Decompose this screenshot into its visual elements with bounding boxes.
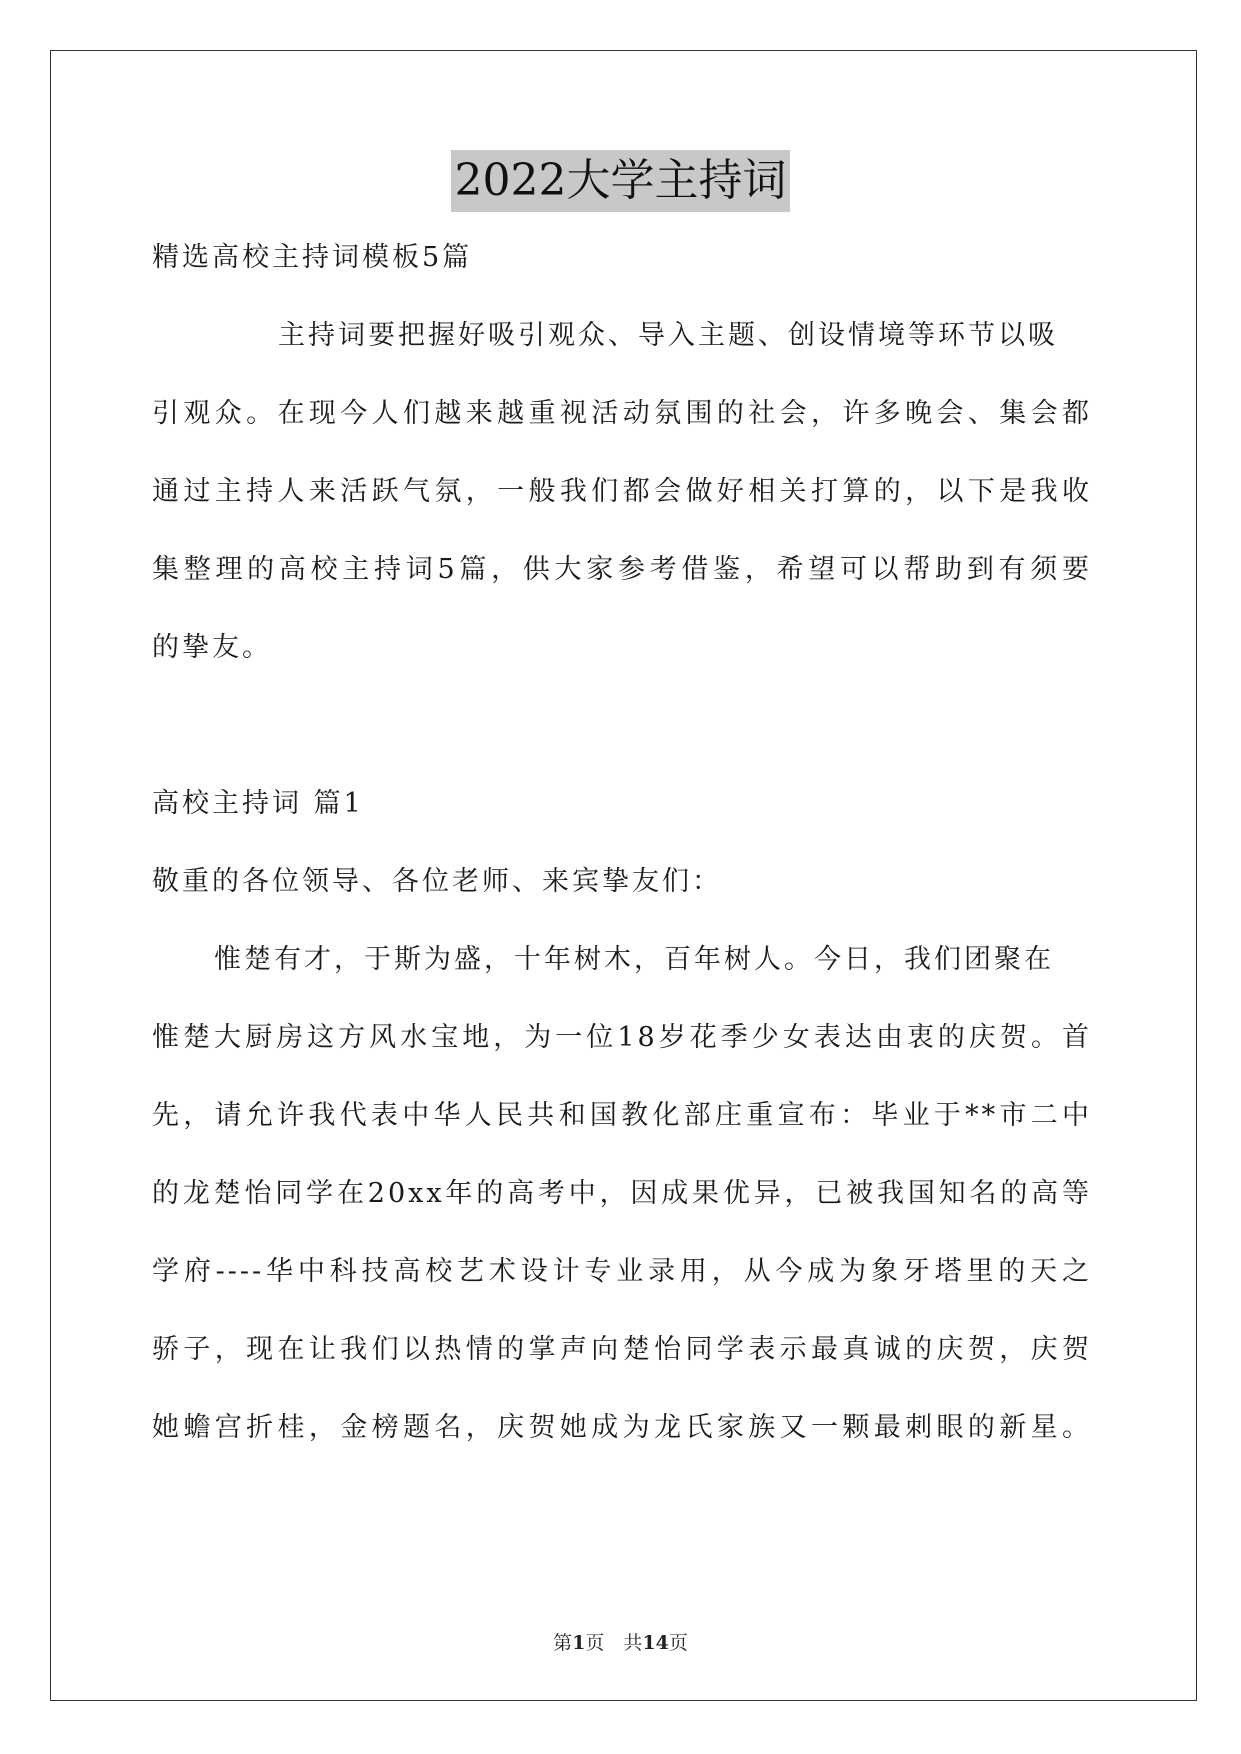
page-footer [0,1628,1241,1655]
footer-page-mid: 页 共 [585,1632,643,1654]
text-line: 骄子，现在让我们以热情的掌声向楚怡同学表示最真诚的庆贺，庆贺 [152,1334,1092,1365]
text-line: 的挚友。 [152,632,272,663]
footer-page-prefix: 第 [553,1632,573,1654]
document-body [152,238,1092,1486]
text-line: 高校主持词 篇1 [152,788,364,819]
text-line: 惟楚大厨房这方风水宝地，为一位18岁花季少女表达由衷的庆贺。首 [152,1022,1092,1053]
text-line: 学府----华中科技高校艺术设计专业录用，从今成为象牙塔里的天之 [152,1256,1092,1287]
text-line: 先，请允许我代表中华人民共和国教化部庄重宣布：毕业于**市二中 [152,1100,1092,1131]
footer-page-current: 1 [572,1632,586,1654]
footer-page-total: 14 [642,1632,669,1654]
text-line: 主持词要把握好吸引观众、导入主题、创设情境等环节以吸 [278,320,1058,351]
text-line: 的龙楚怡同学在20xx年的高考中，因成果优异，已被我国知名的高等 [152,1178,1092,1209]
footer-page-suffix: 页 [668,1632,688,1654]
text-line: 惟楚有才，于斯为盛，十年树木，百年树人。今日，我们团聚在 [214,944,1054,975]
text-line: 集整理的高校主持词5篇，供大家参考借鉴，希望可以帮助到有须要 [152,554,1092,585]
text-line: 通过主持人来活跃气氛，一般我们都会做好相关打算的，以下是我收 [152,476,1092,507]
blank-line [152,706,1092,784]
text-line: 引观众。在现今人们越来越重视活动氛围的社会，许多晚会、集会都 [152,398,1092,429]
title-container [0,150,1241,212]
text-line: 她蟾宫折桂，金榜题名，庆贺她成为龙氏家族又一颗最刺眼的新星。 [152,1412,1092,1443]
document-title: 2022大学主持词 [451,150,791,212]
text-line: 敬重的各位领导、各位老师、来宾挚友们： [152,866,722,897]
text-line: 精选高校主持词模板5篇 [152,242,473,273]
